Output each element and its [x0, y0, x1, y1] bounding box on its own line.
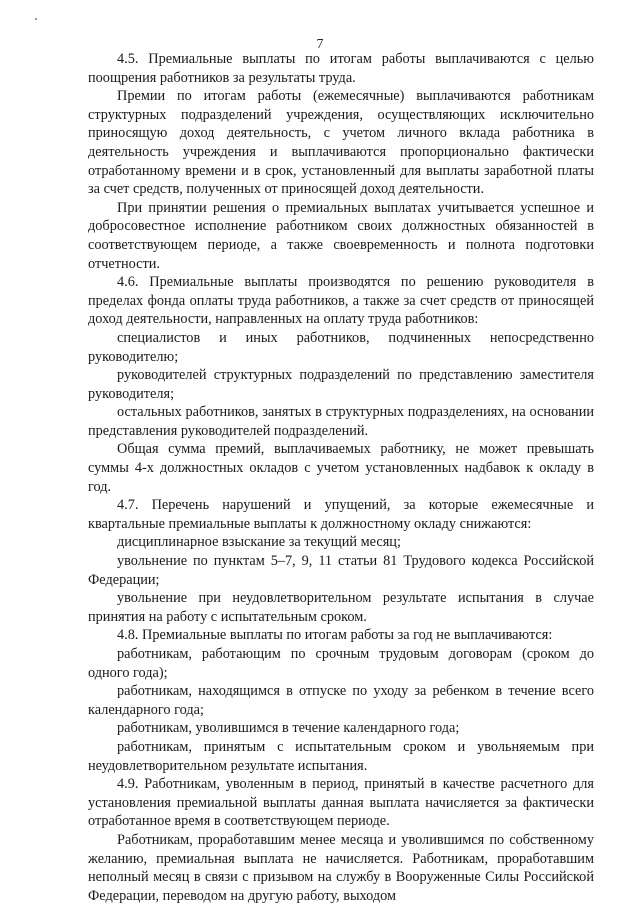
- page-number: 7: [316, 36, 324, 51]
- list-item-parental-leave: работникам, находящимся в отпуске по уходу за ребенком в течение всего календарного года;: [88, 683, 594, 718]
- paragraph-4-7: 4.7. Перечень нарушений и упущений, за которые ежемесячные и квартальные премиальные выплаты к должностному окладу снижаются:: [88, 497, 594, 532]
- paragraph-decision-criteria: При принятии решения о премиальных выплатах учитывается успешное и добросовестное исполнение работником своих должностных обязанностей в соответствующем периоде, а также своевременность и полнота подготовки отчетности.: [88, 199, 594, 272]
- list-item-probation-fail: увольнение при неудовлетворительном результате испытания в случае принятия на работу с испытательным сроком.: [88, 590, 594, 625]
- list-item-department-heads: руководителей структурных подразделений по представлению заместителя руководителя;: [88, 367, 594, 402]
- list-item-resigned: работникам, уволившимся в течение календарного года;: [117, 720, 460, 737]
- paragraph-partial-month: Работникам, проработавшим менее месяца и уволившимся по собственному желанию, премиальная выплата не начисляется. Работникам, проработавшим неполный месяц в связи с призывом на службу в Вооруженные Силы Российской Федерации, переводом на другую работу, выходом: [88, 831, 594, 904]
- list-item-disciplinary: дисциплинарное взыскание за текущий месяц;: [117, 534, 401, 551]
- list-item-other-workers: остальных работников, занятых в структурных подразделениях, на основании представления руководителей подразделений.: [88, 404, 594, 439]
- list-item-probation: работникам, принятым с испытательным сроком и увольняемым при неудовлетворительном результате испытания.: [88, 738, 594, 774]
- list-item-fixed-term: работникам, работающим по срочным трудовым договорам (сроком до одного года);: [88, 646, 594, 681]
- list-item-dismissal: увольнение по пунктам 5–7, 9, 11 статьи 81 Трудового кодекса Российской Федерации;: [88, 553, 594, 588]
- paragraph-4-9: 4.9. Работникам, уволенным в период, принятый в качестве расчетного для установления премиальной выплаты данная выплата начисляется за фактически отработанное время в соответствующем периоде.: [88, 776, 594, 830]
- document-body: [88, 50, 594, 905]
- paragraph-4-5: 4.5. Премиальные выплаты по итогам работы выплачиваются с целью поощрения работников за результаты труда.: [88, 51, 594, 86]
- paragraph-monthly-bonus: Премии по итогам работы (ежемесячные) выплачиваются работникам структурных подразделений учреждения, осуществляющих исключительно приносящую доход деятельность, с учетом личного вклада работника в деятельность учреждения и выплачиваются пропорционально фактически отработанному времени и в срок, установленный для выплаты заработной платы за счет средств, полученных от приносящей доход деятельности.: [88, 88, 594, 198]
- paragraph-4-8: 4.8. Премиальные выплаты по итогам работы за год не выплачиваются:: [117, 627, 553, 644]
- scan-speck: [35, 18, 37, 20]
- paragraph-4-6: 4.6. Премиальные выплаты производятся по решению руководителя в пределах фонда оплаты труда работников, а также за счет средств от приносящей доход деятельности, направленных на оплату труда работников:: [88, 274, 594, 328]
- list-item-specialists: специалистов и иных работников, подчиненных непосредственно руководителю;: [88, 329, 594, 365]
- paragraph-bonus-limit: Общая сумма премий, выплачиваемых работнику, не может превышать суммы 4-х должностных окладов с учетом установленных надбавок к окладу в год.: [88, 441, 594, 495]
